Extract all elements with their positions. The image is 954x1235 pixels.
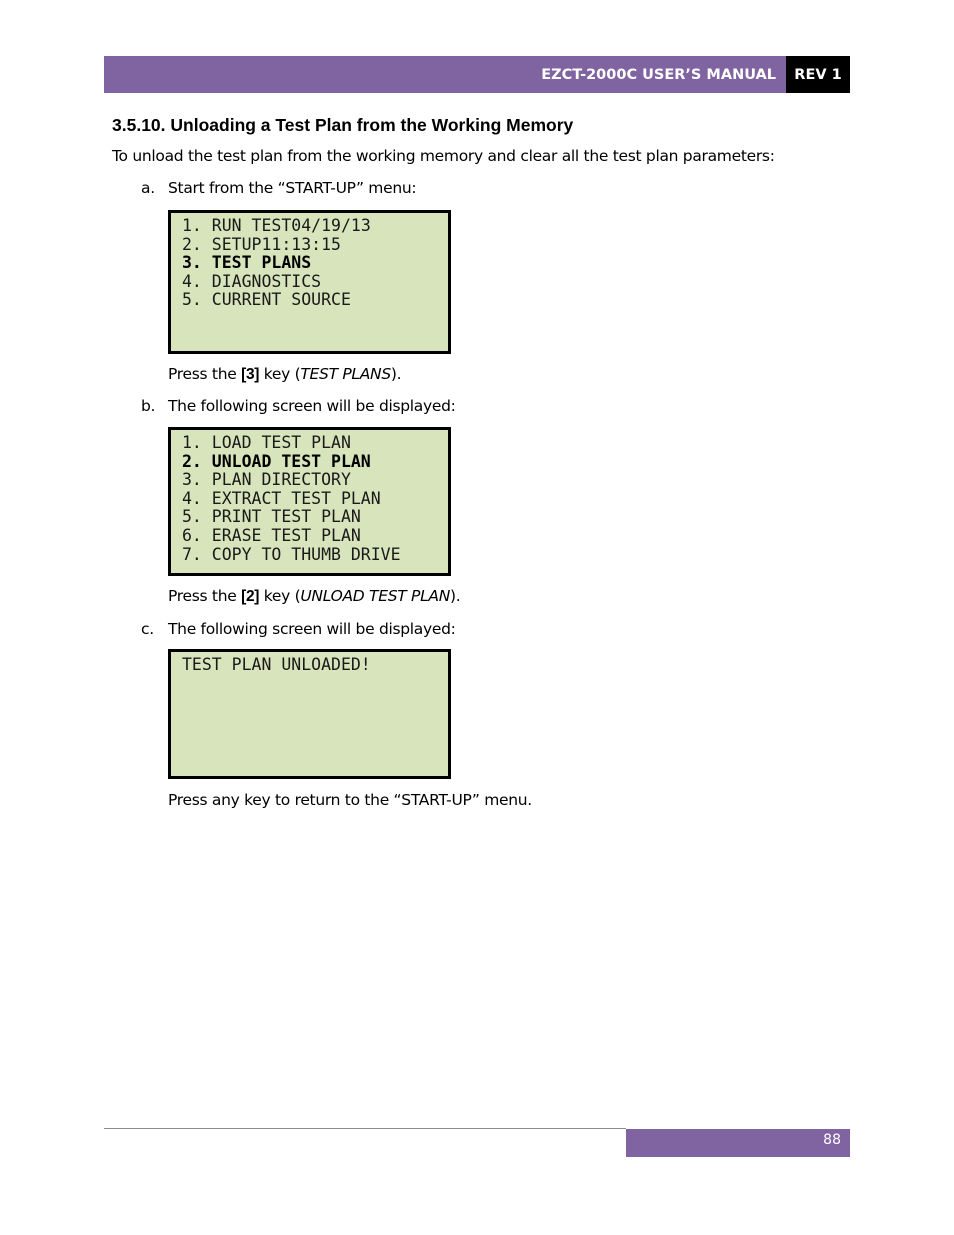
lcd-time: 11:13:15 <box>261 234 341 254</box>
press-instruction-b: Press the [2] key (UNLOAD TEST PLAN). <box>168 587 461 605</box>
revision-label: REV 1 <box>794 66 842 83</box>
press-instruction-a: Press the [3] key (TEST PLANS). <box>168 365 402 383</box>
manual-title: EZCT-2000C USER’S MANUAL <box>541 66 776 83</box>
lcd-line-selected: 3. TEST PLANS <box>182 253 312 273</box>
footer-page-bar <box>626 1129 850 1157</box>
lcd-line: TEST PLAN UNLOADED! <box>182 655 371 674</box>
lcd-unloaded-message <box>168 649 451 779</box>
section-heading <box>112 115 573 136</box>
lcd-line: 7. COPY TO THUMB DRIVE <box>182 544 401 564</box>
lcd-date: 04/19/13 <box>291 216 371 235</box>
lcd-startup-menu <box>168 210 451 354</box>
closing-instruction: Press any key to return to the “START-UP” menu. <box>168 791 532 809</box>
step-c-letter: c. <box>141 620 154 638</box>
lcd-line: 6. ERASE TEST PLAN <box>182 525 361 545</box>
page-number: 88 <box>823 1132 841 1148</box>
lcd-test-plans-menu <box>168 427 451 576</box>
keycap-3: [3] <box>241 366 260 383</box>
lcd-line: 5. CURRENT SOURCE <box>182 290 351 310</box>
step-b-text: The following screen will be displayed: <box>168 397 456 415</box>
lcd-line-selected: 2. UNLOAD TEST PLAN <box>182 451 371 471</box>
lcd-line: 4. EXTRACT TEST PLAN <box>182 488 381 508</box>
revision-badge <box>786 56 850 93</box>
lcd-line: 1. RUN TEST04/19/13 <box>182 216 371 235</box>
lcd-line: 5. PRINT TEST PLAN <box>182 507 361 527</box>
lcd-line: 2. SETUP11:13:15 <box>182 234 341 254</box>
intro-paragraph: To unload the test plan from the working memory and clear all the test plan parameters: <box>112 147 775 165</box>
keycap-2: [2] <box>241 588 260 605</box>
lcd-line: 3. PLAN DIRECTORY <box>182 470 351 490</box>
footer-divider <box>104 1128 626 1129</box>
step-b-letter: b. <box>141 397 156 415</box>
section-number: 3.5.10. <box>112 115 166 135</box>
step-c-text: The following screen will be displayed: <box>168 620 456 638</box>
lcd-line: 4. DIAGNOSTICS <box>182 271 322 291</box>
step-a-letter: a. <box>141 179 155 197</box>
step-a-text: Start from the “START-UP” menu: <box>168 179 417 197</box>
lcd-line: 1. LOAD TEST PLAN <box>182 433 351 452</box>
section-title: Unloading a Test Plan from the Working Memory <box>170 115 574 135</box>
header-title-bar <box>104 56 786 93</box>
